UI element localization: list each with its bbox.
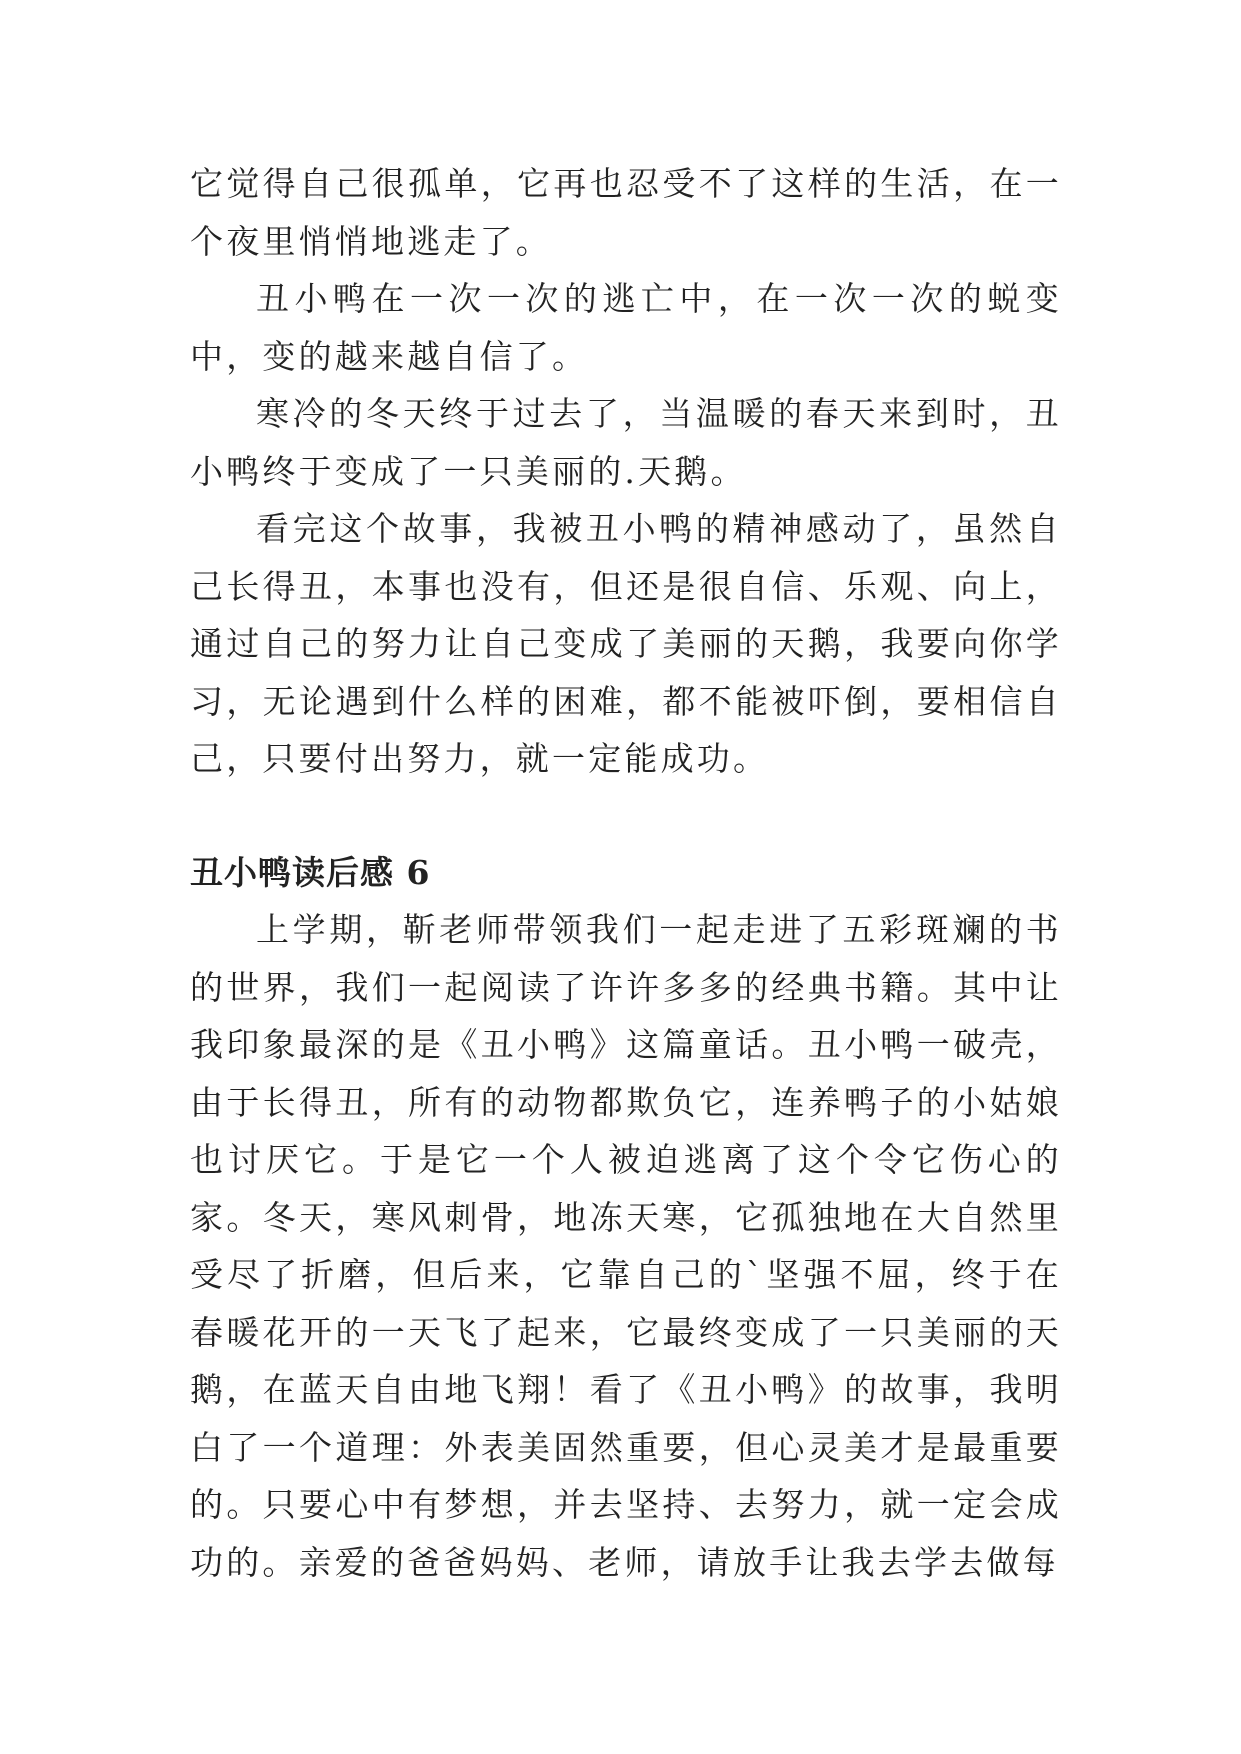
section-title: 丑小鸭读后感 6 <box>190 852 431 892</box>
paragraph-escape: 它觉得自己很孤单，它再也忍受不了这样的生活，在一个夜里悄悄地逃走了。 <box>190 164 1062 261</box>
paragraph-essay6-body: 上学期，靳老师带领我们一起走进了五彩斑斓的书的世界，我们一起阅读了许许多多的经典书籍。其中让我印象最深的是《丑小鸭》这篇童话。丑小鸭一破壳，由于长得丑，所有的动物都欺负它，连养鸭子的小姑娘也讨厌它。于是它一个人被迫逃离了这个令它伤心的家。冬天，寒风刺骨，地冻天寒，它孤独地在大自然里受尽了折磨，但后来，它靠自己的`坚强不屈，终于在春暖花开的一天飞了起来，它最终变成了一只美丽的天鹅，在蓝天自由地飞翔！看了《丑小鸭》的故事，我明白了一个道理：外表美固然重要，但心灵美才是最重要的。只要心中有梦想，并去坚持、去努力，就一定会成功的。亲爱的爸爸妈妈、老师，请放手让我去学去做每 <box>190 910 1062 1582</box>
document-page <box>190 155 1062 1591</box>
paragraph-reflection: 看完这个故事，我被丑小鸭的精神感动了，虽然自己长得丑，本事也没有，但还是很自信、乐观、向上，通过自己的努力让自己变成了美丽的天鹅，我要向你学习，无论遇到什么样的困难，都不能被吓倒，要相信自己，只要付出努力，就一定能成功。 <box>190 509 1062 778</box>
paragraph-swan: 寒冷的冬天终于过去了，当温暖的春天来到时，丑小鸭终于变成了一只美丽的.天鹅。 <box>190 394 1062 491</box>
paragraph-confidence: 丑小鸭在一次一次的逃亡中，在一次一次的蜕变中，变的越来越自信了。 <box>190 279 1062 376</box>
section-spacer <box>190 788 1062 844</box>
